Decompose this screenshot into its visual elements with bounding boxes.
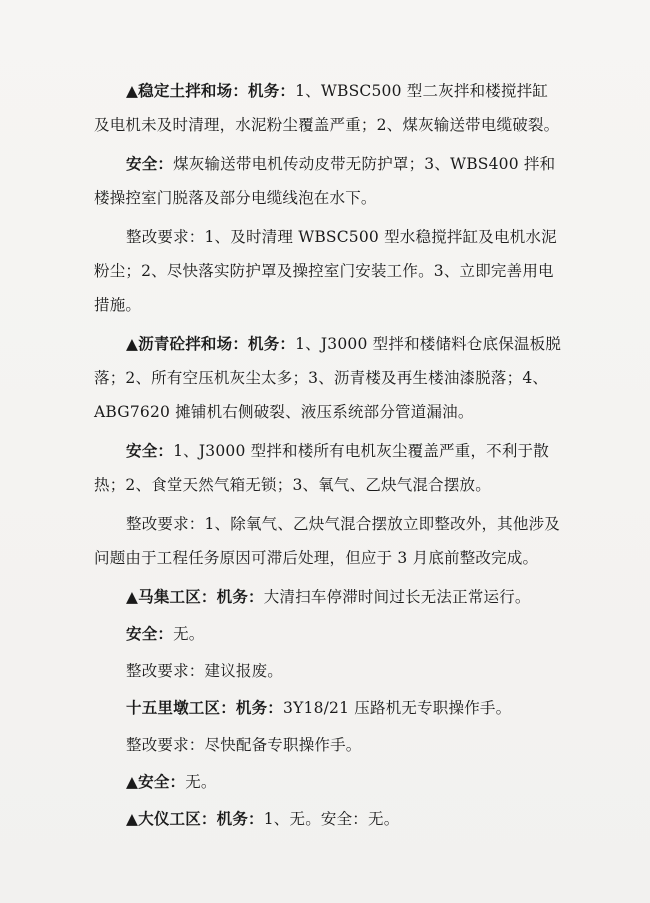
paragraph-stabilized-soil-safety <box>94 147 562 215</box>
paragraph-text: 无。 <box>185 773 217 791</box>
paragraph-stabilized-soil-rectification <box>94 220 562 322</box>
heading-asphalt-plant: ▲沥青砼拌和场：机务： <box>126 335 296 353</box>
paragraph-text: 大清扫车停滞时间过长无法正常运行。 <box>263 588 531 606</box>
paragraph-maji-rectification <box>94 654 562 688</box>
paragraph-asphalt-rectification <box>94 507 562 575</box>
label-safety: 安全： <box>126 442 174 460</box>
paragraph-text: 3Y18/21 压路机无专职操作手。 <box>283 699 512 717</box>
label-safety: 安全： <box>126 625 174 643</box>
paragraph-text: 1、WBSC500 型二灰拌和楼搅拌缸及电机未及时清理，水泥粉尘覆盖严重；2、煤灰输送带电缆破裂。 <box>94 82 560 134</box>
paragraph-text: 1、无。安全：无。 <box>263 810 400 828</box>
paragraph-stabilized-soil-mechanics <box>94 74 562 142</box>
paragraph-dayi <box>94 802 562 836</box>
paragraph-shiwulidun-mechanics <box>94 691 562 725</box>
label-safety: ▲安全： <box>126 773 186 791</box>
paragraph-shiwulidun-safety <box>94 765 562 799</box>
paragraph-maji-mechanics <box>94 580 562 614</box>
paragraph-asphalt-mechanics <box>94 327 562 429</box>
paragraph-text: 1、J3000 型拌和楼所有电机灰尘覆盖严重，不利于散热；2、食堂天然气箱无锁；3、氧气、乙炔气混合摆放。 <box>94 442 549 494</box>
heading-stabilized-soil: ▲稳定土拌和场：机务： <box>126 82 296 100</box>
label-safety: 安全： <box>126 155 174 173</box>
paragraph-text: 整改要求：建议报废。 <box>126 662 284 680</box>
heading-maji-workarea: ▲马集工区：机务： <box>126 588 264 606</box>
paragraph-asphalt-safety <box>94 434 562 502</box>
paragraph-maji-safety <box>94 617 562 651</box>
paragraph-text: 整改要求：尽快配备专职操作手。 <box>126 736 362 754</box>
document-body <box>94 74 562 839</box>
paragraph-text: 煤灰输送带电机传动皮带无防护罩；3、WBS400 拌和楼操控室门脱落及部分电缆线泡在水下。 <box>94 155 556 207</box>
paragraph-text: 无。 <box>173 625 205 643</box>
heading-shiwulidun-workarea: 十五里墩工区：机务： <box>126 699 284 717</box>
paragraph-text: 1、J3000 型拌和楼储料仓底保温板脱落；2、所有空压机灰尘太多；3、沥青楼及再生楼油漆脱落；4、ABG7620 摊铺机右侧破裂、液压系统部分管道漏油。 <box>94 335 562 421</box>
paragraph-shiwulidun-rectification <box>94 728 562 762</box>
heading-dayi-workarea: ▲大仪工区：机务： <box>126 810 264 828</box>
paragraph-text: 整改要求：1、除氧气、乙炔气混合摆放立即整改外，其他涉及问题由于工程任务原因可滞后处理，但应于 3 月底前整改完成。 <box>94 515 560 567</box>
paragraph-text: 整改要求：1、及时清理 WBSC500 型水稳搅拌缸及电机水泥粉尘；2、尽快落实防护罩及操控室门安装工作。3、立即完善用电措施。 <box>94 228 557 314</box>
